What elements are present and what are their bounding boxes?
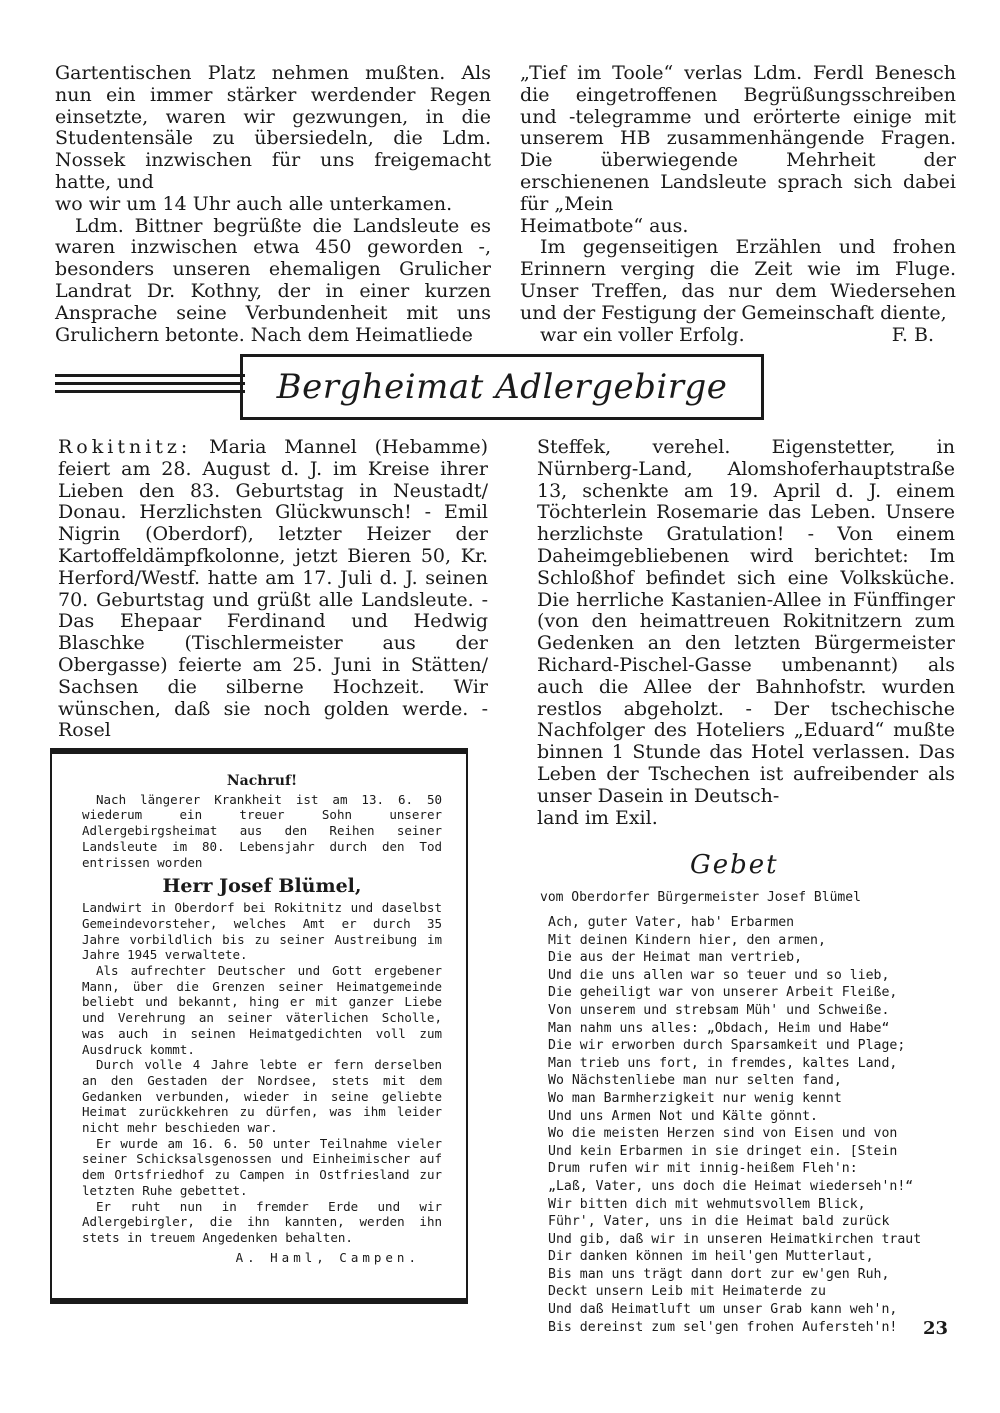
obituary-heading: Nachruf! bbox=[226, 773, 298, 789]
prayer-line: Die aus der Heimat man vertrieb, bbox=[548, 950, 803, 966]
obituary-content bbox=[82, 774, 442, 1265]
prayer-line: Wir bitten dich mit wehmutsvollem Blick, bbox=[548, 1196, 866, 1212]
prayer-line: Führ', Vater, uns in die Heimat bald zurück bbox=[548, 1214, 890, 1230]
section-title: Bergheimat Adlergebirge bbox=[276, 367, 728, 407]
prayer-line: Bis man uns trägt dann dort zur ew'gen Ruh, bbox=[548, 1266, 890, 1282]
author-initials: F. B. bbox=[891, 323, 934, 346]
prayer-line: Wo die meisten Herzen sind von Eisen und von bbox=[548, 1126, 898, 1142]
prayer-title: Gebet bbox=[690, 850, 779, 880]
prayer-verse bbox=[548, 914, 958, 1336]
prayer-line: Man nahm uns alles: „Obdach, Heim und Habe“ bbox=[548, 1020, 890, 1036]
prayer-subtitle: vom Oberdorfer Bürgermeister Josef Blümel bbox=[540, 890, 861, 905]
prayer-line: Und kein Erbarmen in sie dringet ein. [Stein bbox=[548, 1143, 898, 1159]
prayer-line: Man trieb uns fort, in fremdes, kaltes Land, bbox=[548, 1055, 898, 1071]
obituary-paragraph: Er ruht nun in fremder Erde und wir Adlergebirgler, die ihn kannten, werden ihn stets in treuem Angedenken behalten. bbox=[82, 1198, 442, 1245]
prayer-line: Mit deinen Kindern hier, den armen, bbox=[548, 932, 826, 948]
prayer-line: Und gib, daß wir in unseren Heimatkirchen traut bbox=[548, 1231, 922, 1247]
obituary-paragraph: Landwirt in Oberdorf bei Rokitnitz und daselbst Gemeindevorsteher, welches Amt er durch 35 Jahre vorbildlich bis zu seiner Austreibung im Jahre 1945 verwaltete. bbox=[82, 900, 442, 963]
deceased-name: Herr Josef Blümel, bbox=[162, 875, 362, 898]
prayer-line: Und daß Heimatluft um unser Grab kann weh'n, bbox=[548, 1302, 898, 1318]
obituary-paragraph: Er wurde am 16. 6. 50 unter Teilnahme vieler seiner Schicksalsgenossen und Einheimischer auf dem Ortsfriedhof zu Campen in Ostfriesland zur letzten Ruhe gebettet. bbox=[82, 1135, 442, 1198]
top-right-paragraph-1: „Tief im Toole“ verlas Ldm. Ferdl Benesch die eingetroffenen Begrüßungsschreiben und -telegramme und erörterte einige mit unserem HB zusammenhängende Fragen. Die überwiegende Mehrheit der erschienenen Landsleute sprach sich dabei für „Mein Heimatbote“ aus. bbox=[520, 62, 956, 237]
prayer-line: Bis dereinst zum sel'gen frohen Aufersteh'n! bbox=[548, 1319, 898, 1335]
news-left-column bbox=[58, 437, 488, 742]
news-left-paragraph: Rokitnitz: Maria Mannel (Hebamme) feiert am 28. August d. J. im Kreise ihrer Lieben den 83. Geburtstag in Neustadt/ Donau. Herzlichsten Glückwunsch! - Emil Nigrin (Oberdorf), letzter Heizer der Kartoffeldämpfkolonne, jetzt Bieren 50, Kr. Herford/Westf. hatte am 17. Juli d. J. seinen 70. Geburtstag und grüßt alle Landsleute. - Das Ehepaar Ferdinand und Hedwig Blaschke (Tischlermeister aus der Obergasse) feierte am 25. Juni in Stätten/ Sachsen die silberne Hochzeit. Wir wünschen, daß sie noch golden werde. - Rosel bbox=[58, 436, 488, 742]
place-name: Rokitnitz: bbox=[58, 436, 192, 458]
top-left-paragraph-2: Ldm. Bittner begrüßte die Landsleute es waren inzwischen etwa 450 geworden -, besonders unseren ehemaligen Grulicher Landrat Dr. Kothny, der in einer kurzen Ansprache seine Verbundenheit mit uns Grulichern betonte. Nach dem Heimatliede bbox=[55, 214, 491, 346]
prayer-line: Und die uns allen war so teuer und so lieb, bbox=[548, 967, 890, 983]
prayer-line: Wo man Barmherzigkeit nur wenig kennt bbox=[548, 1090, 842, 1106]
banner-rules bbox=[55, 374, 245, 398]
prayer-line: Die geheiligt war von unserer Arbeit Fleiße, bbox=[548, 985, 898, 1001]
obituary-paragraph: Durch volle 4 Jahre lebte er fern derselben an den Gestaden der Nordsee, stets mit dem Gedanken verbunden, wieder in seine geliebte Heimat zurückkehren zu dürfen, was ihm leider nicht mehr beschieden war. bbox=[82, 1057, 442, 1136]
news-right-paragraph: Steffek, verehel. Eigenstetter, in Nürnberg-Land, Alomshoferhauptstraße 13, schenkte am 19. April d. J. einem Töchterlein Rosemarie das Leben. Unsere herzlichste Gratulation! - Von einem Daheimgebliebenen wird berichtet: Im Schloßhof befindet sich eine Volksküche. Die herrliche Kastanien-Allee in Fünffinger (von den heimattreuen Rokitnitzern zum Gedenken an den letzten Bürgermeister Richard-Pischel-Gasse umbenannt) als auch die Allee der Bahnhofstr. wurden restlos abgeholzt. - Der tschechische Nachfolger des Hoteliers „Eduard“ mußte binnen 1 Stunde das Hotel verlassen. Das Leben der Tschechen ist aufreibender als unser Dasein in Deutsch- land im Exil. bbox=[537, 436, 955, 829]
prayer-line: Und uns Armen Not und Kälte gönnt. bbox=[548, 1108, 818, 1124]
prayer-line: Deckt unsern Leib mit Heimaterde zu bbox=[548, 1284, 826, 1300]
prayer-line: „Laß, Vater, uns doch die Heimat wiederseh'n!“ bbox=[548, 1178, 914, 1194]
prayer-line: Drum rufen wir mit innig-heißem Fleh'n: bbox=[548, 1161, 858, 1177]
top-right-column bbox=[520, 63, 956, 346]
closing-sentence: war ein voller Erfolg. bbox=[540, 323, 745, 346]
page-number: 23 bbox=[923, 1318, 949, 1339]
prayer-line: Ach, guter Vater, hab' Erbarmen bbox=[548, 915, 795, 930]
top-right-paragraph-2: Im gegenseitigen Erzählen und frohen Erinnern verging die Zeit wie im Fluge. Unser Treffen, das nur dem Wiedersehen und der Festigung der Gemeinschaft diente, war ein voller Erfolg. F. B. bbox=[520, 236, 956, 346]
obituary-paragraph: Als aufrechter Deutscher und Gott ergebener Mann, über die Grenzen seiner Heimatgemeinde beliebt und bekannt, hing er mit ganzer Liebe und Verehrung an seiner väterlichen Scholle, was auch in seinen Heimatgedichten voll zum Ausdruck kommt. bbox=[82, 963, 442, 1057]
section-banner bbox=[240, 354, 764, 420]
obituary-box bbox=[50, 748, 468, 1304]
top-left-paragraph-1: Gartentischen Platz nehmen mußten. Als nun ein immer stärker werdender Regen einsetzte, waren wir gezwungen, in die Studentensäle zu übersiedeln, die Ldm. Nossek inzwischen für uns freigemacht hatte, und wo wir um 14 Uhr auch alle unterkamen. bbox=[55, 62, 491, 215]
prayer-line: Dir danken können im heil'gen Mutterlaut, bbox=[548, 1249, 874, 1265]
top-left-column bbox=[55, 63, 491, 346]
news-right-column bbox=[537, 437, 955, 829]
obituary-signature: A. Haml, Campen. bbox=[235, 1249, 420, 1265]
prayer-line: Die wir erworben durch Sparsamkeit und Plage; bbox=[548, 1038, 906, 1054]
prayer-line: Von unserem und strebsam Müh' und Schweiße. bbox=[548, 1002, 890, 1018]
obituary-intro: Nach längerer Krankheit ist am 13. 6. 50 wiederum ein treuer Sohn unserer Adlergebirgsheimat aus den Reihen seiner Landsleute im 80. Lebensjahr durch den Tod entrissen worden bbox=[82, 791, 442, 870]
prayer-line: Wo Nächstenliebe man nur selten fand, bbox=[548, 1073, 842, 1089]
